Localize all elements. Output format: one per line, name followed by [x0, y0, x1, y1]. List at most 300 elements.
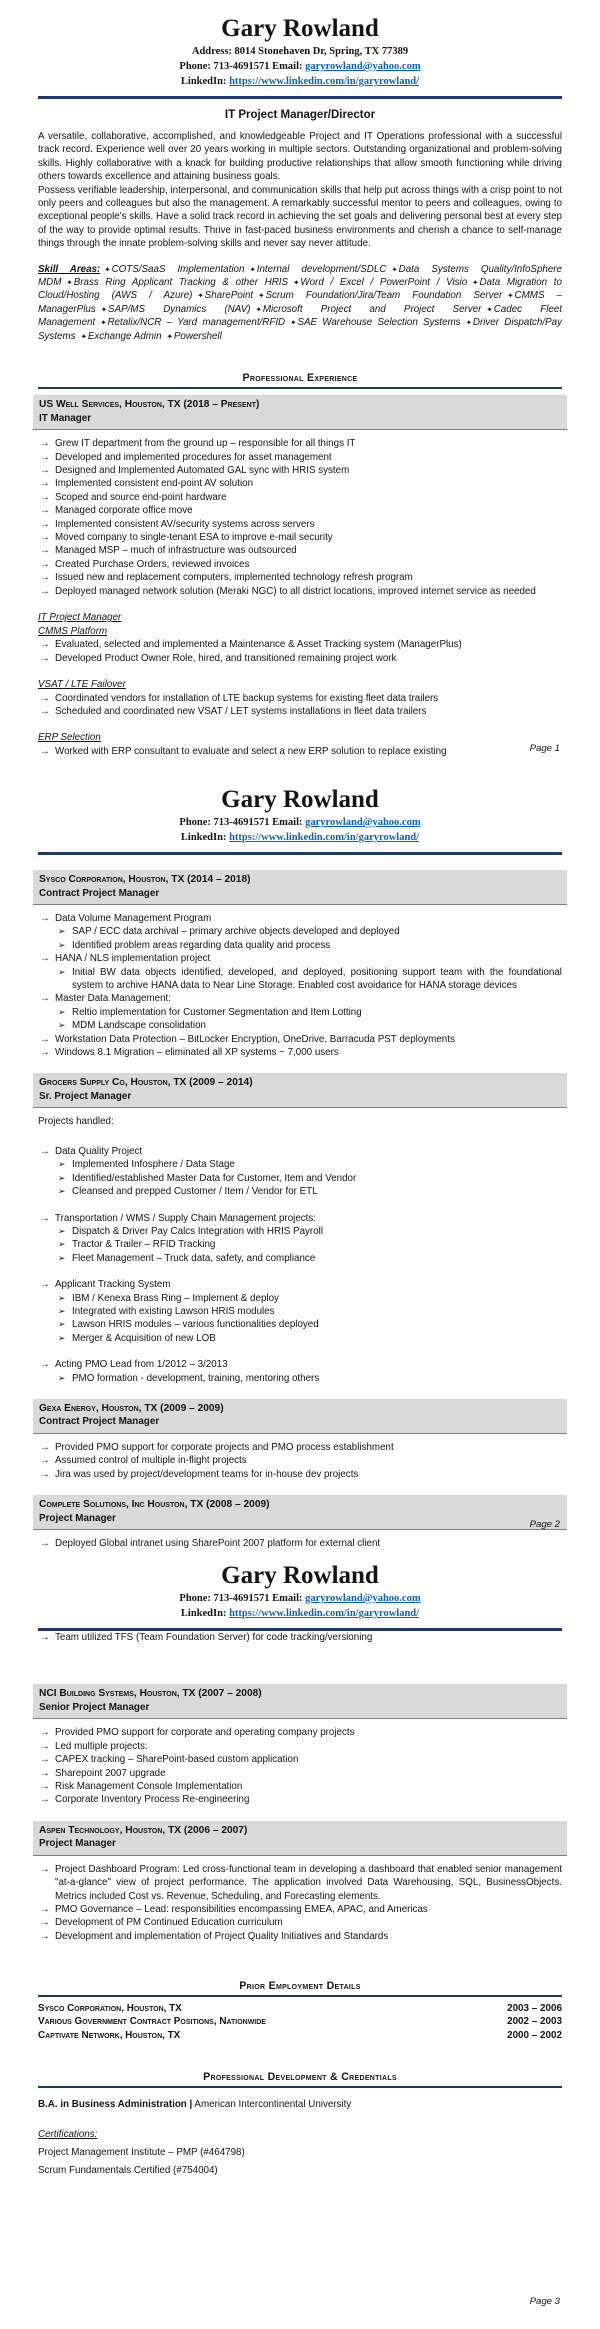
sub-bullet-item: [56, 966, 562, 993]
summary-paragraph: Possess verifiable leadership, interpersonal, and communication skills that help put across things with a crisp point to not only peers and colleagues but also the management. A remarkably successful mentor to peers and colleagues, owing to exceptional people's skills. Have a solid track record in achieving the set goals and delivering personal best at every step of the way to provide optimal results. Thrive in fast-paced business environments and cherish a chance to self-manage things through the innate problem-solving skills and never say never attitude.: [38, 184, 562, 250]
arrow-bullet-icon: →: [40, 913, 50, 924]
bullet-text: Worked with ERP consultant to evaluate and select a new ERP solution to replace existing: [55, 745, 447, 757]
spacer: [38, 2042, 562, 2062]
sub-bullet-item: [56, 1332, 562, 1345]
skill-item: Scrum Foundation/Jira/Team Foundation Server: [265, 290, 503, 302]
bullet-text: Provided PMO support for corporate projects and PMO process establishment: [55, 1441, 394, 1453]
header-rule: [38, 96, 562, 99]
bullet-text: Provided PMO support for corporate and operating company projects: [55, 1727, 355, 1739]
company-name: Sysco Corporation, Houston, TX (2014 – 2018): [39, 874, 251, 885]
arrow-bullet-icon: →: [40, 1359, 50, 1371]
arrow-bullet-icon: →: [40, 1904, 50, 1916]
bullet-item: [38, 585, 562, 598]
bullet-item: [38, 1753, 562, 1766]
bullet-text: Issued new and replacement computers, implemented technology refresh program: [55, 572, 413, 584]
arrow-bullet-icon: →: [40, 1441, 50, 1453]
skill-item: Data Migration to Cloud/Hosting (AWS / Azure): [38, 277, 562, 302]
text-line: Project Management Institute – PMP (#464798): [38, 2146, 245, 2158]
chevron-bullet-icon: ➢: [58, 1020, 66, 1031]
email-link[interactable]: garyrowland@yahoo.com: [305, 61, 421, 72]
prior-employment-row: [38, 2029, 562, 2042]
bullet-text: Fleet Management – Truck data, safety, and compliance: [72, 1252, 316, 1264]
skill-separator-icon: ✦: [486, 304, 493, 314]
bullet-text: Assumed control of multiple in-flight projects: [55, 1455, 247, 1467]
skill-separator-icon: ✦: [255, 304, 262, 314]
arrow-bullet-icon: →: [40, 639, 50, 651]
skill-separator-icon: ✦: [293, 278, 300, 288]
skill-item: Data Systems Quality/InfoSphere MDM: [38, 263, 562, 289]
linkedin-label: LinkedIn:: [180, 832, 230, 843]
chevron-bullet-icon: ➢: [58, 1252, 66, 1263]
sub-bullet-item: [56, 1305, 562, 1318]
bullet-text: Deployed Global intranet using SharePoint 2007 platform for external client: [55, 1538, 381, 1550]
arrow-bullet-icon: →: [40, 545, 50, 557]
summary-paragraph: A versatile, collaborative, accomplished, and knowledgeable Project and IT Operations professional with a successful track record. Experience well over 20 years working in multiple sectors. Outstanding organizational and problem-solving skills. Highly collaborative with a knack for building productive relationships that allow smooth functioning while driving others towards excellence and attaining business goals.: [38, 131, 562, 183]
bullet-text: Grew IT department from the ground up – responsible for all things IT: [55, 438, 356, 450]
arrow-bullet-icon: →: [40, 1468, 50, 1480]
bullet-text: Coordinated vendors for installation of LTE backup systems for existing fleet data trailers: [55, 692, 439, 704]
section-rule: [38, 2086, 562, 2088]
bullet-item: [38, 544, 562, 557]
bullet-item: [38, 745, 562, 758]
bullet-text: HANA / NLS implementation project: [55, 953, 211, 965]
bullet-item: [38, 558, 562, 571]
degree-school: American Intercontinental University: [192, 2098, 352, 2110]
bullet-item: [38, 437, 562, 450]
arrow-bullet-icon: →: [40, 518, 50, 530]
spacer: [38, 1134, 562, 1145]
bullet-text: Identified/established Master Data for Customer, Item and Vendor: [72, 1172, 357, 1184]
skill-separator-icon: ✦: [66, 278, 73, 288]
sub-bullet-item: [56, 1185, 562, 1198]
phone-text: Phone: 713-4691571 Email:: [179, 61, 306, 72]
bullet-item: [38, 1903, 562, 1916]
bullet-item: [38, 1537, 562, 1550]
bullet-item: [38, 1454, 562, 1467]
arrow-bullet-icon: →: [40, 531, 50, 543]
bullet-item: [38, 477, 562, 490]
email-link[interactable]: garyrowland@yahoo.com: [305, 1593, 421, 1604]
skill-separator-icon: ✦: [197, 291, 204, 301]
bullet-item: [38, 912, 562, 925]
linkedin-link[interactable]: https://www.linkedin.com/in/garyrowland/: [229, 76, 420, 87]
job-position-title: Sr. Project Manager: [39, 1090, 132, 1102]
bullet-text: Master Data Management:: [55, 993, 171, 1005]
skill-item: Cadec Fleet Management: [38, 303, 562, 329]
arrow-bullet-icon: →: [40, 478, 50, 490]
contact-line: [38, 815, 562, 830]
bullet-item: [38, 571, 562, 584]
bullet-item: [38, 992, 562, 1005]
prior-company: Various Government Contract Positions, Nationwide: [38, 2016, 266, 2028]
spacer: [38, 1199, 562, 1212]
arrow-bullet-icon: →: [40, 1863, 50, 1875]
arrow-bullet-icon: →: [40, 558, 50, 570]
bullet-text: Deployed managed network solution (Meraki NGC) to all district locations, improved internet service as needed: [55, 585, 536, 597]
arrow-bullet-icon: →: [40, 745, 50, 757]
bullet-text: Applicant Tracking System: [55, 1279, 171, 1291]
sub-bullet-item: [56, 1019, 562, 1032]
bullet-text: Designed and Implemented Automated GAL sync with HRIS system: [55, 464, 350, 476]
chevron-bullet-icon: ➢: [58, 1332, 66, 1343]
bullet-item: [38, 1033, 562, 1046]
page-header: [38, 776, 562, 855]
arrow-bullet-icon: →: [40, 652, 50, 664]
skill-separator-icon: ✦: [100, 304, 108, 314]
bullet-text: IBM / Kenexa Brass Ring – Implement & deploy: [72, 1292, 279, 1304]
arrow-bullet-icon: →: [40, 953, 50, 965]
bullet-text: PMO Governance – Lead: responsibilities encompassing EMEA, APAC, and Americas: [55, 1904, 428, 1916]
arrow-bullet-icon: →: [40, 1917, 50, 1929]
sub-heading: ERP Selection: [38, 732, 101, 744]
arrow-bullet-icon: →: [40, 1754, 50, 1766]
chevron-bullet-icon: ➢: [58, 1006, 66, 1017]
skills-label: Skill Areas:: [38, 263, 101, 275]
section-heading: Professional Development & Credentials: [203, 2070, 397, 2083]
page-number: Page 3: [529, 2296, 560, 2307]
arrow-bullet-icon: →: [40, 1930, 50, 1942]
address-text: Address: 8014 Stonehaven Dr, Spring, TX 77389: [191, 46, 409, 57]
chevron-bullet-icon: ➢: [58, 1159, 66, 1170]
arrow-bullet-icon: →: [40, 1781, 50, 1793]
company-header-bar: [33, 1495, 567, 1530]
bullet-item: [38, 1468, 562, 1481]
bullet-text: Workstation Data Protection – BitLocker Encryption, OneDrive, Barracuda PST deployments: [55, 1033, 455, 1045]
email-link[interactable]: garyrowland@yahoo.com: [305, 817, 421, 828]
bullet-text: Moved company to single-tenant ESA to improve e-mail security: [55, 531, 333, 543]
bullet-item: [38, 705, 562, 718]
company-header-bar: [33, 1684, 567, 1719]
chevron-bullet-icon: ➢: [58, 966, 66, 977]
spacer: [38, 343, 562, 363]
person-name: Gary Rowland: [221, 786, 379, 813]
skill-item: Internal development/SDLC: [256, 263, 387, 275]
section-rule: [38, 387, 562, 389]
sub-bullet-item: [56, 1006, 562, 1019]
sub-heading: Certifications:: [38, 2129, 98, 2141]
skill-item: Retalix/NCR – Yard management/RFID: [107, 317, 286, 329]
sub-heading: VSAT / LTE Failover: [38, 678, 126, 690]
arrow-bullet-icon: →: [40, 1727, 50, 1739]
bullet-item: [38, 1046, 562, 1059]
sub-bullet-item: [56, 1372, 562, 1385]
contact-line: [38, 74, 562, 89]
arrow-bullet-icon: →: [40, 585, 50, 597]
linkedin-link[interactable]: https://www.linkedin.com/in/garyrowland/: [229, 1608, 420, 1619]
contact-line: [38, 830, 562, 845]
skill-item: Driver Dispatch/Pay Systems: [38, 317, 562, 342]
bullet-item: [38, 1358, 562, 1371]
resume-page: [0, 0, 600, 776]
sub-bullet-item: [56, 1318, 562, 1331]
chevron-bullet-icon: ➢: [58, 1239, 66, 1250]
bullet-text: Developed and implemented procedures for asset management: [55, 451, 332, 463]
bullet-text: Created Purchase Orders, reviewed invoices: [55, 558, 250, 570]
bullet-text: Tractor & Trailer – RFID Tracking: [72, 1239, 216, 1251]
job-position-title: Contract Project Manager: [39, 1416, 160, 1428]
bullet-item: [38, 692, 562, 705]
arrow-bullet-icon: →: [40, 1794, 50, 1806]
linkedin-link[interactable]: https://www.linkedin.com/in/garyrowland/: [229, 832, 420, 843]
text-line: Projects handled:: [38, 1116, 114, 1128]
spacer: [38, 2111, 562, 2128]
company-name: Aspen Technology, Houston, TX (2006 – 2007): [39, 1824, 248, 1836]
bullet-text: Windows 8.1 Migration – eliminated all XP systems ~ 7,000 users: [55, 1047, 339, 1059]
skill-item: SAE Warehouse Selection Systems: [297, 317, 461, 329]
spacer: [38, 665, 562, 678]
skill-separator-icon: ✦: [166, 331, 173, 341]
arrow-bullet-icon: →: [40, 1455, 50, 1467]
text-line: Scrum Fundamentals Certified (#754004): [38, 2165, 218, 2177]
person-name: Gary Rowland: [221, 1562, 379, 1589]
job-position-title: Project Manager: [39, 1512, 116, 1524]
bullet-text: SAP / ECC data archival – primary archive objects developed and deployed: [72, 926, 400, 938]
section-heading-block: [38, 2071, 562, 2088]
spacer: [38, 1644, 562, 1670]
spacer: [38, 718, 562, 731]
bullet-text: CAPEX tracking – SharePoint-based custom application: [55, 1754, 299, 1766]
skill-separator-icon: ✦: [290, 318, 297, 328]
bullet-text: Evaluated, selected and implemented a Maintenance & Asset Tracking system (ManagerPlus): [55, 639, 462, 651]
bullet-item: [38, 491, 562, 504]
spacer: [38, 598, 562, 611]
bullet-text: Merger & Acquisition of new LOB: [72, 1332, 216, 1344]
company-header-bar: [33, 870, 567, 905]
linkedin-label: LinkedIn:: [180, 1608, 230, 1619]
sub-bullet-item: [56, 925, 562, 938]
bullet-text: Implemented consistent AV/security systems across servers: [55, 518, 315, 530]
skill-item: COTS/SaaS Implementation: [111, 263, 245, 275]
section-heading-block: [38, 372, 562, 389]
arrow-bullet-icon: →: [40, 1212, 50, 1224]
chevron-bullet-icon: ➢: [58, 939, 66, 950]
job-position-title: IT Manager: [39, 412, 92, 424]
bullet-text: Data Quality Project: [55, 1145, 143, 1157]
job-title: IT Project Manager/Director: [224, 109, 376, 121]
sub-heading: IT Project Manager: [38, 611, 122, 623]
bullet-text: Scoped and source end-point hardware: [55, 491, 227, 503]
spacer: [38, 1345, 562, 1358]
bullet-text: Scheduled and coordinated new VSAT / LET systems installations in fleet data trailers: [55, 705, 427, 717]
skill-separator-icon: ✦: [104, 264, 111, 274]
bullet-item: [38, 518, 562, 531]
bullet-item: [38, 1212, 562, 1225]
sub-bullet-item: [56, 1158, 562, 1171]
resume-page: [0, 1552, 600, 2329]
arrow-bullet-icon: →: [40, 1047, 50, 1059]
skill-separator-icon: ✦: [100, 318, 107, 328]
sub-bullet-item: [56, 1172, 562, 1185]
prior-years: 2000 – 2002: [507, 2029, 562, 2041]
arrow-bullet-icon: →: [40, 1279, 50, 1291]
company-name: Complete Solutions, Inc Houston, TX (2008 – 2009): [39, 1499, 270, 1511]
bullet-text: Development and implementation of Project Quality Initiatives and Standards: [55, 1930, 389, 1942]
degree-line: [38, 2098, 562, 2111]
bullet-text: Development of PM Continued Education curriculum: [55, 1917, 283, 1929]
bullet-item: [38, 464, 562, 477]
bullet-text: Jira was used by project/development teams for in-house dev projects: [55, 1468, 359, 1480]
arrow-bullet-icon: →: [40, 491, 50, 503]
spacer: [38, 1943, 562, 1971]
job-position-title: Senior Project Manager: [39, 1701, 150, 1713]
bullet-item: [38, 1441, 562, 1454]
chevron-bullet-icon: ➢: [58, 1225, 66, 1236]
bullet-item: [38, 1767, 562, 1780]
sub-bullet-item: [56, 1238, 562, 1251]
phone-text: Phone: 713-4691571 Email:: [179, 1593, 306, 1604]
page-header: [38, 0, 562, 99]
bullet-text: Managed corporate office move: [55, 505, 193, 517]
phone-text: Phone: 713-4691571 Email:: [179, 817, 306, 828]
skill-item: Powershell: [173, 330, 222, 342]
chevron-bullet-icon: ➢: [58, 1305, 66, 1316]
arrow-bullet-icon: →: [40, 692, 50, 704]
chevron-bullet-icon: ➢: [58, 1292, 66, 1303]
contact-line: [38, 1591, 562, 1606]
chevron-bullet-icon: ➢: [58, 1172, 66, 1183]
bullet-text: Managed MSP – much of infrastructure was outsourced: [55, 545, 297, 557]
bullet-text: Reltio implementation for Customer Segmentation and Item Lotting: [72, 1006, 362, 1018]
bullet-item: [38, 451, 562, 464]
arrow-bullet-icon: →: [40, 451, 50, 463]
bullet-text: Cleansed and prepped Customer / Item / Vendor for ETL: [72, 1186, 318, 1198]
page-number: Page 2: [529, 1519, 560, 1530]
prior-employment-row: [38, 2015, 562, 2028]
section-heading-block: [38, 1980, 562, 1997]
bullet-item: [38, 1916, 562, 1929]
spacer: [38, 1265, 562, 1278]
resume-page: [0, 776, 600, 1552]
bullet-text: Identified problem areas regarding data quality and process: [72, 939, 331, 951]
company-name: NCI Building Systems, Houston, TX (2007 – 2008): [39, 1688, 262, 1700]
bullet-text: Corporate Inventory Process Re-engineering: [55, 1794, 250, 1806]
sub-bullet-item: [56, 1252, 562, 1265]
skill-item: Word / Excel / PowerPoint / Visio: [300, 277, 468, 289]
page-number: Page 1: [529, 743, 560, 754]
skill-separator-icon: ✦: [465, 318, 472, 328]
bullet-item: [38, 652, 562, 665]
arrow-bullet-icon: →: [40, 505, 50, 517]
bullet-item: [38, 1726, 562, 1739]
skill-separator-icon: ✦: [258, 291, 265, 301]
bullet-item: [38, 1780, 562, 1793]
bullet-text: Project Dashboard Program: Led cross-functional team in developing a dashboard that enabled senior management "at-a-glance" view of project performance. The application involved Data Warehousing, SQL, BusinessObjects. Metrics included Cost vs. Revenue, Scheduling, and Forecasting elements.: [55, 1863, 562, 1902]
skill-item: Microsoft Project and Project Server: [262, 303, 482, 315]
bullet-text: Transportation / WMS / Supply Chain Management projects:: [55, 1212, 317, 1224]
skills-paragraph: [38, 263, 562, 343]
sub-bullet-item: [56, 1225, 562, 1238]
chevron-bullet-icon: ➢: [58, 1186, 66, 1197]
skill-item: CMMS – ManagerPlus: [38, 290, 562, 315]
arrow-bullet-icon: →: [40, 572, 50, 584]
skill-separator-icon: ✦: [507, 291, 514, 301]
bullet-text: Led multiple projects:: [55, 1740, 148, 1752]
arrow-bullet-icon: →: [40, 1740, 50, 1752]
job-position-title: Project Manager: [39, 1838, 116, 1850]
bullet-item: [38, 1278, 562, 1291]
company-name: Grocers Supply Co, Houston, TX (2009 – 2014): [39, 1077, 253, 1089]
bullet-item: [38, 952, 562, 965]
bullet-item: [38, 1930, 562, 1943]
bullet-text: Data Volume Management Program: [55, 913, 212, 924]
job-position-title: Contract Project Manager: [39, 887, 160, 899]
bullet-item: [38, 1863, 562, 1903]
bullet-text: MDM Landscape consolidation: [72, 1020, 206, 1032]
skill-item: Exchange Admin: [87, 330, 162, 342]
prior-company: Sysco Corporation, Houston, TX: [38, 2003, 182, 2015]
contact-line: [38, 44, 562, 59]
bullet-item: [38, 504, 562, 517]
bullet-text: Risk Management Console Implementation: [55, 1781, 243, 1793]
chevron-bullet-icon: ➢: [58, 1372, 66, 1383]
arrow-bullet-icon: →: [40, 993, 50, 1005]
chevron-bullet-icon: ➢: [58, 1319, 66, 1330]
company-header-bar: [33, 1399, 567, 1434]
bullet-text: Team utilized TFS (Team Foundation Server) for code tracking/versioning: [55, 1632, 373, 1643]
spacer: [38, 251, 562, 263]
arrow-bullet-icon: →: [40, 1767, 50, 1779]
bullet-text: Implemented consistent end-point AV solution: [55, 478, 254, 490]
arrow-bullet-icon: →: [40, 464, 50, 476]
section-rule: [38, 1995, 562, 1997]
company-header-bar: [33, 1821, 567, 1856]
company-header-bar: [33, 395, 567, 430]
contact-line: [38, 59, 562, 74]
contact-line: [38, 1606, 562, 1621]
skill-item: Brass Ring Applicant Tracking & other HRIS: [73, 277, 289, 289]
prior-years: 2003 – 2006: [507, 2003, 562, 2015]
bullet-text: Lawson HRIS modules – various functionalities deployed: [72, 1319, 319, 1331]
bullet-text: Integrated with existing Lawson HRIS modules: [72, 1305, 275, 1317]
prior-employment-row: [38, 2002, 562, 2015]
page-header: [38, 1552, 562, 1631]
arrow-bullet-icon: →: [40, 1033, 50, 1045]
skill-separator-icon: ✦: [249, 264, 256, 274]
bullet-item: [38, 1740, 562, 1753]
linkedin-label: LinkedIn:: [180, 76, 230, 87]
bullet-text: Acting PMO Lead from 1/2012 – 3/2013: [55, 1359, 228, 1371]
skill-separator-icon: ✦: [391, 264, 398, 274]
bullet-text: Sharepoint 2007 upgrade: [55, 1767, 166, 1779]
arrow-bullet-icon: →: [40, 705, 50, 717]
skill-separator-icon: ✦: [472, 278, 479, 288]
skill-item: SharePoint: [204, 290, 254, 302]
section-heading: Professional Experience: [242, 372, 358, 385]
bullet-text: Implemented Infosphere / Data Stage: [72, 1159, 235, 1171]
company-header-bar: [33, 1073, 567, 1108]
arrow-bullet-icon: →: [40, 1632, 50, 1643]
section-heading: Prior Employment Details: [239, 1980, 361, 1993]
bullet-text: Developed Product Owner Role, hired, and transitioned remaining project work: [55, 652, 397, 664]
bullet-item: [38, 531, 562, 544]
skill-item: SAP/MS Dynamics (NAV): [108, 303, 251, 315]
bullet-text: Dispatch & Driver Pay Calcs Integration with HRIS Payroll: [72, 1225, 323, 1237]
prior-years: 2002 – 2003: [507, 2016, 562, 2028]
bullet-text: Initial BW data objects identified, developed, and deployed, positioning support team with the foundational system to archive HANA data to Near Line Storage. Enabled cost avoidance for HANA storage devices: [72, 966, 562, 992]
sub-heading: CMMS Platform: [38, 625, 108, 637]
bullet-text: PMO formation - development, training, mentoring others: [72, 1372, 320, 1384]
skill-separator-icon: ✦: [80, 331, 87, 341]
arrow-bullet-icon: →: [40, 438, 50, 450]
sub-bullet-item: [56, 939, 562, 952]
degree-title: B.A. in Business Administration |: [38, 2098, 193, 2110]
company-name: US Well Services, Houston, TX (2018 – Present): [39, 399, 260, 411]
person-name: Gary Rowland: [221, 15, 379, 42]
sub-bullet-item: [56, 1292, 562, 1305]
bullet-item: [38, 1631, 562, 1644]
chevron-bullet-icon: ➢: [58, 926, 66, 937]
header-rule: [38, 852, 562, 855]
